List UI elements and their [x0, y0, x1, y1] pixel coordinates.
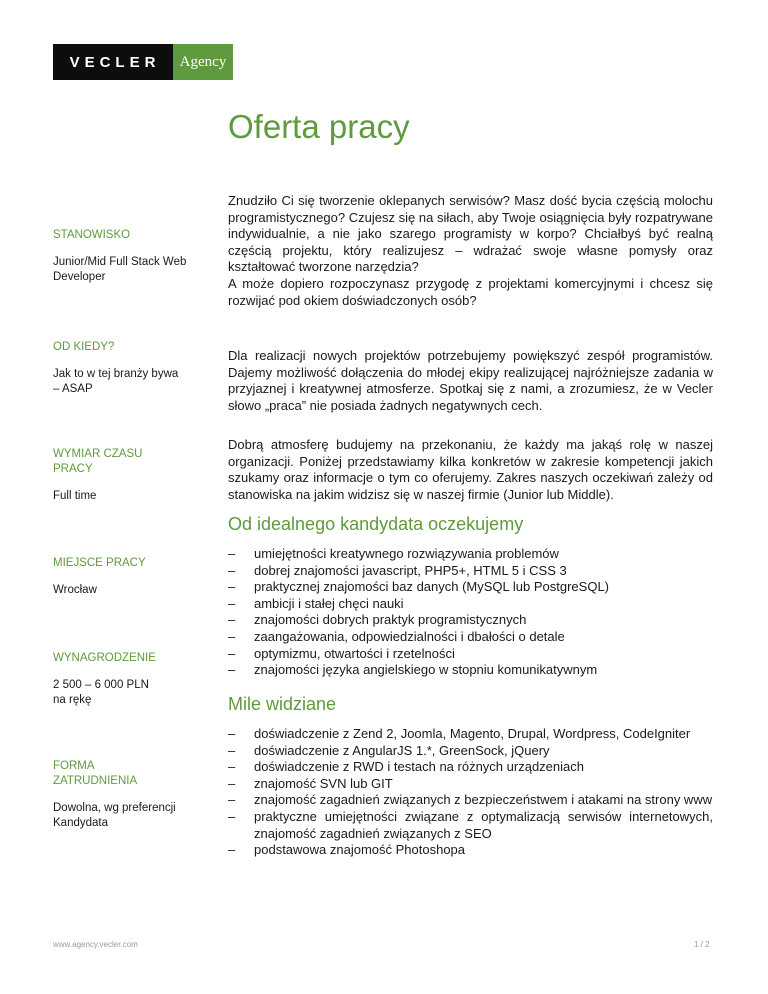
sidebar-label: OD KIEDY? — [53, 341, 115, 353]
sidebar-salary — [53, 651, 203, 708]
list-item: – znajomość zagadnień związanych z bezpieczeństwem i atakami na strony www — [254, 792, 713, 809]
list-item: – dobrej znajomości javascript, PHP5+, HTML 5 i CSS 3 — [254, 563, 713, 580]
list-item: – praktycznej znajomości baz danych (MySQL lub PostgreSQL) — [254, 579, 713, 596]
list-item: – optymizmu, otwartości i rzetelności — [254, 646, 713, 663]
sidebar-label: STANOWISKO — [53, 229, 131, 241]
sidebar-employment-form — [53, 759, 203, 831]
sidebar-working-time — [53, 447, 203, 504]
footer-url: www.agency.vecler.com — [53, 940, 138, 949]
list-item: – znajomość SVN lub GIT — [254, 776, 713, 793]
list-item: – zaangażowania, odpowiedzialności i dbałości o detale — [254, 629, 713, 646]
logo-suffix: Agency — [173, 44, 233, 80]
sidebar-value: Wrocław — [53, 584, 97, 596]
sidebar-value: Full time — [53, 490, 97, 502]
list-item: – doświadczenie z Zend 2, Joomla, Magento, Drupal, Wordpress, CodeIgniter — [254, 726, 713, 743]
sidebar-start-date — [53, 340, 203, 397]
requirements-list — [254, 546, 713, 679]
list-item: – znajomości dobrych praktyk programistycznych — [254, 612, 713, 629]
sidebar-value: Jak to w tej branży bywa – ASAP — [53, 368, 179, 395]
page-number: 1 / 2 — [694, 940, 710, 949]
sidebar-label: FORMA ZATRUDNIENIA — [53, 760, 138, 787]
sidebar-label: WYNAGRODZENIE — [53, 652, 156, 664]
list-item: – ambicji i stałej chęci nauki — [254, 596, 713, 613]
list-item: – umiejętności kreatywnego rozwiązywania problemów — [254, 546, 713, 563]
sidebar-position — [53, 228, 203, 285]
intro-paragraph: A może dopiero rozpoczynasz przygodę z projektami komercyjnymi i chcesz się rozwijać pod okiem doświadczonych osób? — [228, 276, 713, 308]
requirements-heading: Od idealnego kandydata oczekujemy — [228, 514, 524, 534]
list-item: – doświadczenie z AngularJS 1.*, GreenSock, jQuery — [254, 743, 713, 760]
sidebar-value: 2 500 – 6 000 PLN na rękę — [53, 679, 149, 706]
list-item: – znajomości języka angielskiego w stopniu komunikatywnym — [254, 662, 713, 679]
sidebar-label: WYMIAR CZASU PRACY — [53, 448, 143, 475]
logo-brand: VECLER — [53, 44, 173, 80]
sidebar-value: Dowolna, wg preferencji Kandydata — [53, 802, 176, 829]
list-item: – doświadczenie z RWD i testach na różnych urządzeniach — [254, 759, 713, 776]
intro-paragraph: Dobrą atmosferę budujemy na przekonaniu, że każdy ma jakąś rolę w naszej organizacji. Poniżej przedstawiamy kilka konkretów w zakresie kompetencji jakich szukamy oraz informacje o tym co oferujemy. Zakres naszych oczekiwań zależy od stanowiska na jakim widzisz się w naszej firmie (Junior lub Middle). — [228, 437, 713, 502]
nice-to-have-heading: Mile widziane — [228, 694, 337, 714]
list-item: – praktyczne umiejętności związane z optymalizacją serwisów internetowych, znajomość zagadnień związanych z SEO — [254, 809, 713, 842]
page-title: Oferta pracy — [228, 108, 410, 145]
nice-to-have-list — [254, 726, 713, 859]
sidebar-label: MIEJSCE PRACY — [53, 557, 146, 569]
list-item: – podstawowa znajomość Photoshopa — [254, 842, 713, 859]
intro-paragraph: Dla realizacji nowych projektów potrzebujemy powiększyć zespół programistów. Dajemy możliwość dołączenia do młodej ekipy realizującej najróżniejsze zadania w przyjaznej i kreatywnej atmosferze. Spotkaj się z nami, a zrozumiesz, że w Vecler słowo „praca” nie posiada żadnych negatywnych cech. — [228, 348, 713, 413]
logo — [53, 44, 233, 80]
intro-paragraph: Znudziło Ci się tworzenie oklepanych serwisów? Masz dość bycia częścią molochu programistycznego? Czujesz się na siłach, aby Twoje osiągnięcia były rozpatrywane indywidualnie, a nie jako szarego programisty w korpo? Chciałbyś być realną częścią projektu, który realizujesz – wdrażać swoje własne pomysły oraz kształtować tworzone narzędzia? — [228, 193, 713, 275]
sidebar-location — [53, 556, 203, 598]
sidebar-value: Junior/Mid Full Stack Web Developer — [53, 256, 187, 283]
